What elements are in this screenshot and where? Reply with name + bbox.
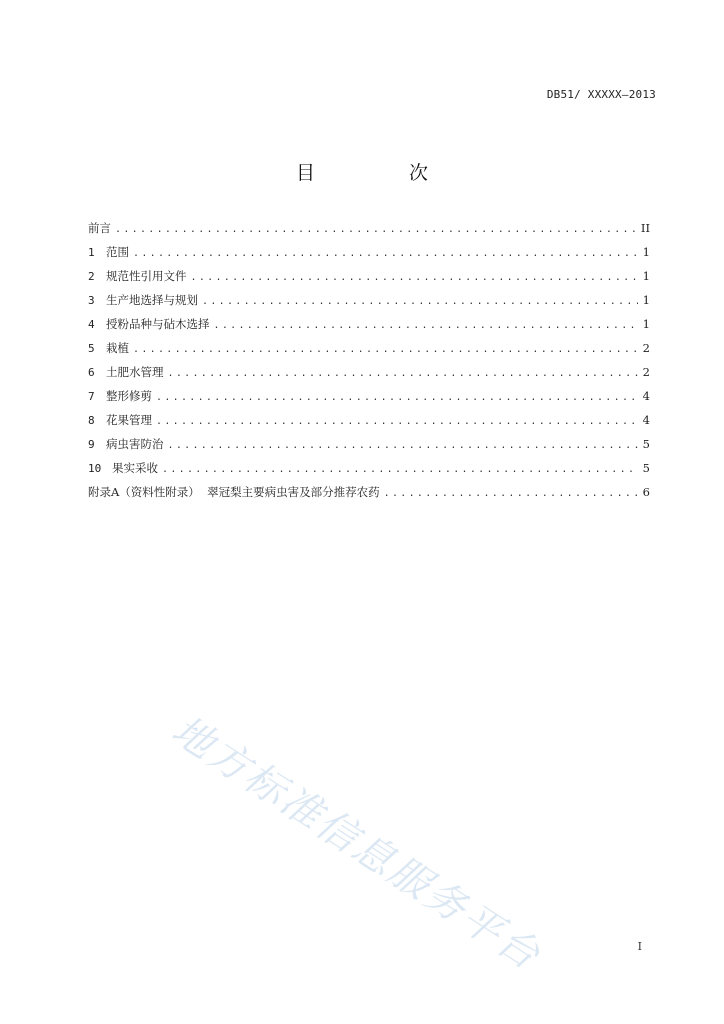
toc-entry-number: 8 [88, 414, 95, 427]
toc-entry-number: 10 [88, 462, 102, 475]
toc-entry-label: 前言 [88, 221, 111, 235]
toc-dot-leader [214, 317, 639, 335]
toc-entry-number: 1 [88, 246, 95, 259]
toc-entry-page: II [640, 221, 650, 235]
toc-dot-leader [191, 269, 639, 287]
toc-dot-leader [156, 389, 638, 407]
toc-dot-leader [202, 293, 638, 311]
toc-entry-label: 生产地选择与规划 [106, 293, 198, 307]
toc-entry-label: 范围 [106, 245, 129, 259]
toc-entry-number: 3 [88, 294, 95, 307]
toc-entry-page: 6 [642, 485, 650, 499]
toc-dot-leader [168, 365, 639, 383]
table-of-contents [88, 219, 650, 507]
toc-entry-label: 病虫害防治 [106, 437, 164, 451]
toc-entry-page: 1 [642, 293, 650, 307]
toc-entry-page: 4 [642, 413, 650, 427]
toc-entry-planting[interactable] [88, 339, 650, 363]
toc-entry-number: 6 [88, 366, 95, 379]
toc-dot-leader [162, 461, 638, 479]
page-number: I [637, 940, 642, 953]
toc-entry-harvest[interactable] [88, 459, 650, 483]
toc-entry-label: 附录A（资料性附录） 翠冠梨主要病虫害及部分推荐农药 [88, 485, 380, 499]
toc-entry-page: 2 [642, 341, 650, 355]
toc-entry-pollinizer-rootstock[interactable] [88, 315, 650, 339]
toc-entry-appendix-a[interactable] [88, 483, 650, 507]
toc-dot-leader [168, 437, 639, 455]
toc-dot-leader [115, 221, 637, 239]
toc-entry-label: 整形修剪 [106, 389, 152, 403]
toc-dot-leader [156, 413, 638, 431]
toc-entry-number: 5 [88, 342, 95, 355]
toc-entry-number: 7 [88, 390, 95, 403]
toc-entry-site-selection[interactable] [88, 291, 650, 315]
toc-entry-number: 9 [88, 438, 95, 451]
toc-entry-number: 4 [88, 318, 95, 331]
toc-entry-page: 5 [642, 461, 650, 475]
toc-entry-label: 授粉品种与砧木选择 [106, 317, 210, 331]
toc-entry-flower-fruit[interactable] [88, 411, 650, 435]
toc-entry-label: 果实采收 [112, 461, 158, 475]
toc-entry-page: 1 [642, 317, 650, 331]
toc-entry-page: 1 [642, 269, 650, 283]
toc-entry-foreword[interactable] [88, 219, 650, 243]
toc-entry-normative-references[interactable] [88, 267, 650, 291]
toc-dot-leader [133, 341, 638, 359]
toc-entry-page: 4 [642, 389, 650, 403]
toc-entry-page: 2 [642, 365, 650, 379]
toc-dot-leader [384, 485, 638, 503]
toc-entry-label: 栽植 [106, 341, 129, 355]
toc-entry-soil-fertilizer-water[interactable] [88, 363, 650, 387]
page-title: 目 次 [295, 162, 473, 184]
toc-entry-page: 5 [642, 437, 650, 451]
toc-entry-label: 土肥水管理 [106, 365, 164, 379]
toc-entry-page: 1 [642, 245, 650, 259]
toc-entry-scope[interactable] [88, 243, 650, 267]
toc-entry-number: 2 [88, 270, 95, 283]
toc-entry-label: 规范性引用文件 [106, 269, 187, 283]
document-code: DB51/ XXXXX—2013 [546, 88, 656, 101]
toc-entry-pest-control[interactable] [88, 435, 650, 459]
watermark-text: 地方标准信息服务平台 [163, 707, 550, 980]
toc-entry-pruning[interactable] [88, 387, 650, 411]
toc-entry-label: 花果管理 [106, 413, 152, 427]
toc-dot-leader [133, 245, 638, 263]
